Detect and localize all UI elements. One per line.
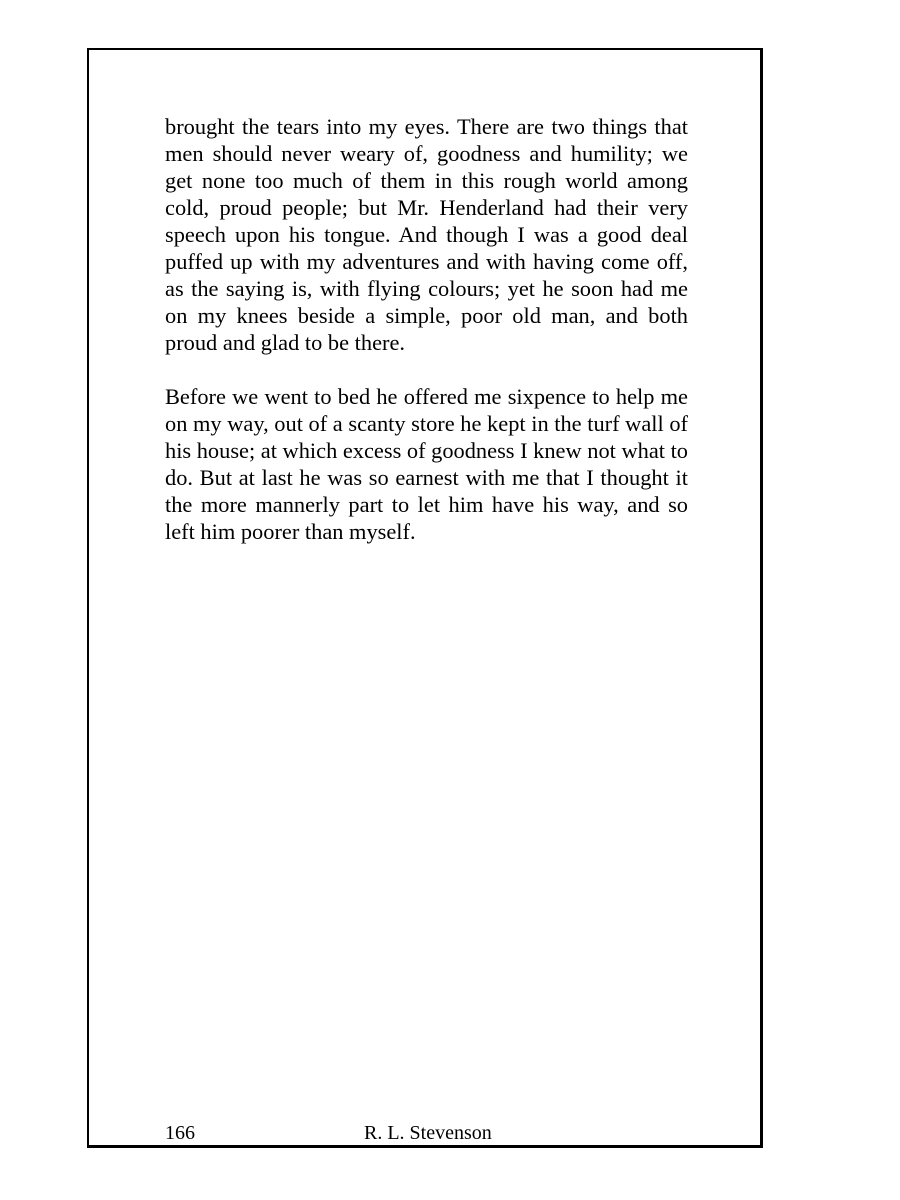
running-footer-author: R. L. Stevenson (364, 1122, 492, 1144)
paragraph-1: brought the tears into my eyes. There are two things that men should never weary of, goodness and humility; we get none too much of them in this rough world among cold, proud people; but Mr. Henderland had their very speech upon his tongue. And though I was a good deal puffed up with my adventures and with having come off, as the saying is, with flying colours; yet he soon had me on my knees beside a simple, poor old man, and both proud and glad to be there. (165, 114, 688, 355)
paragraph-2: Before we went to bed he offered me sixpence to help me on my way, out of a scanty store he kept in the turf wall of his house; at which excess of goodness I knew not what to do. But at last he was so earnest with me that I thought it the more mannerly part to let him have his way, and so left him poorer than myself. (165, 384, 688, 544)
body-text (165, 113, 688, 572)
page-number: 166 (165, 1122, 195, 1144)
